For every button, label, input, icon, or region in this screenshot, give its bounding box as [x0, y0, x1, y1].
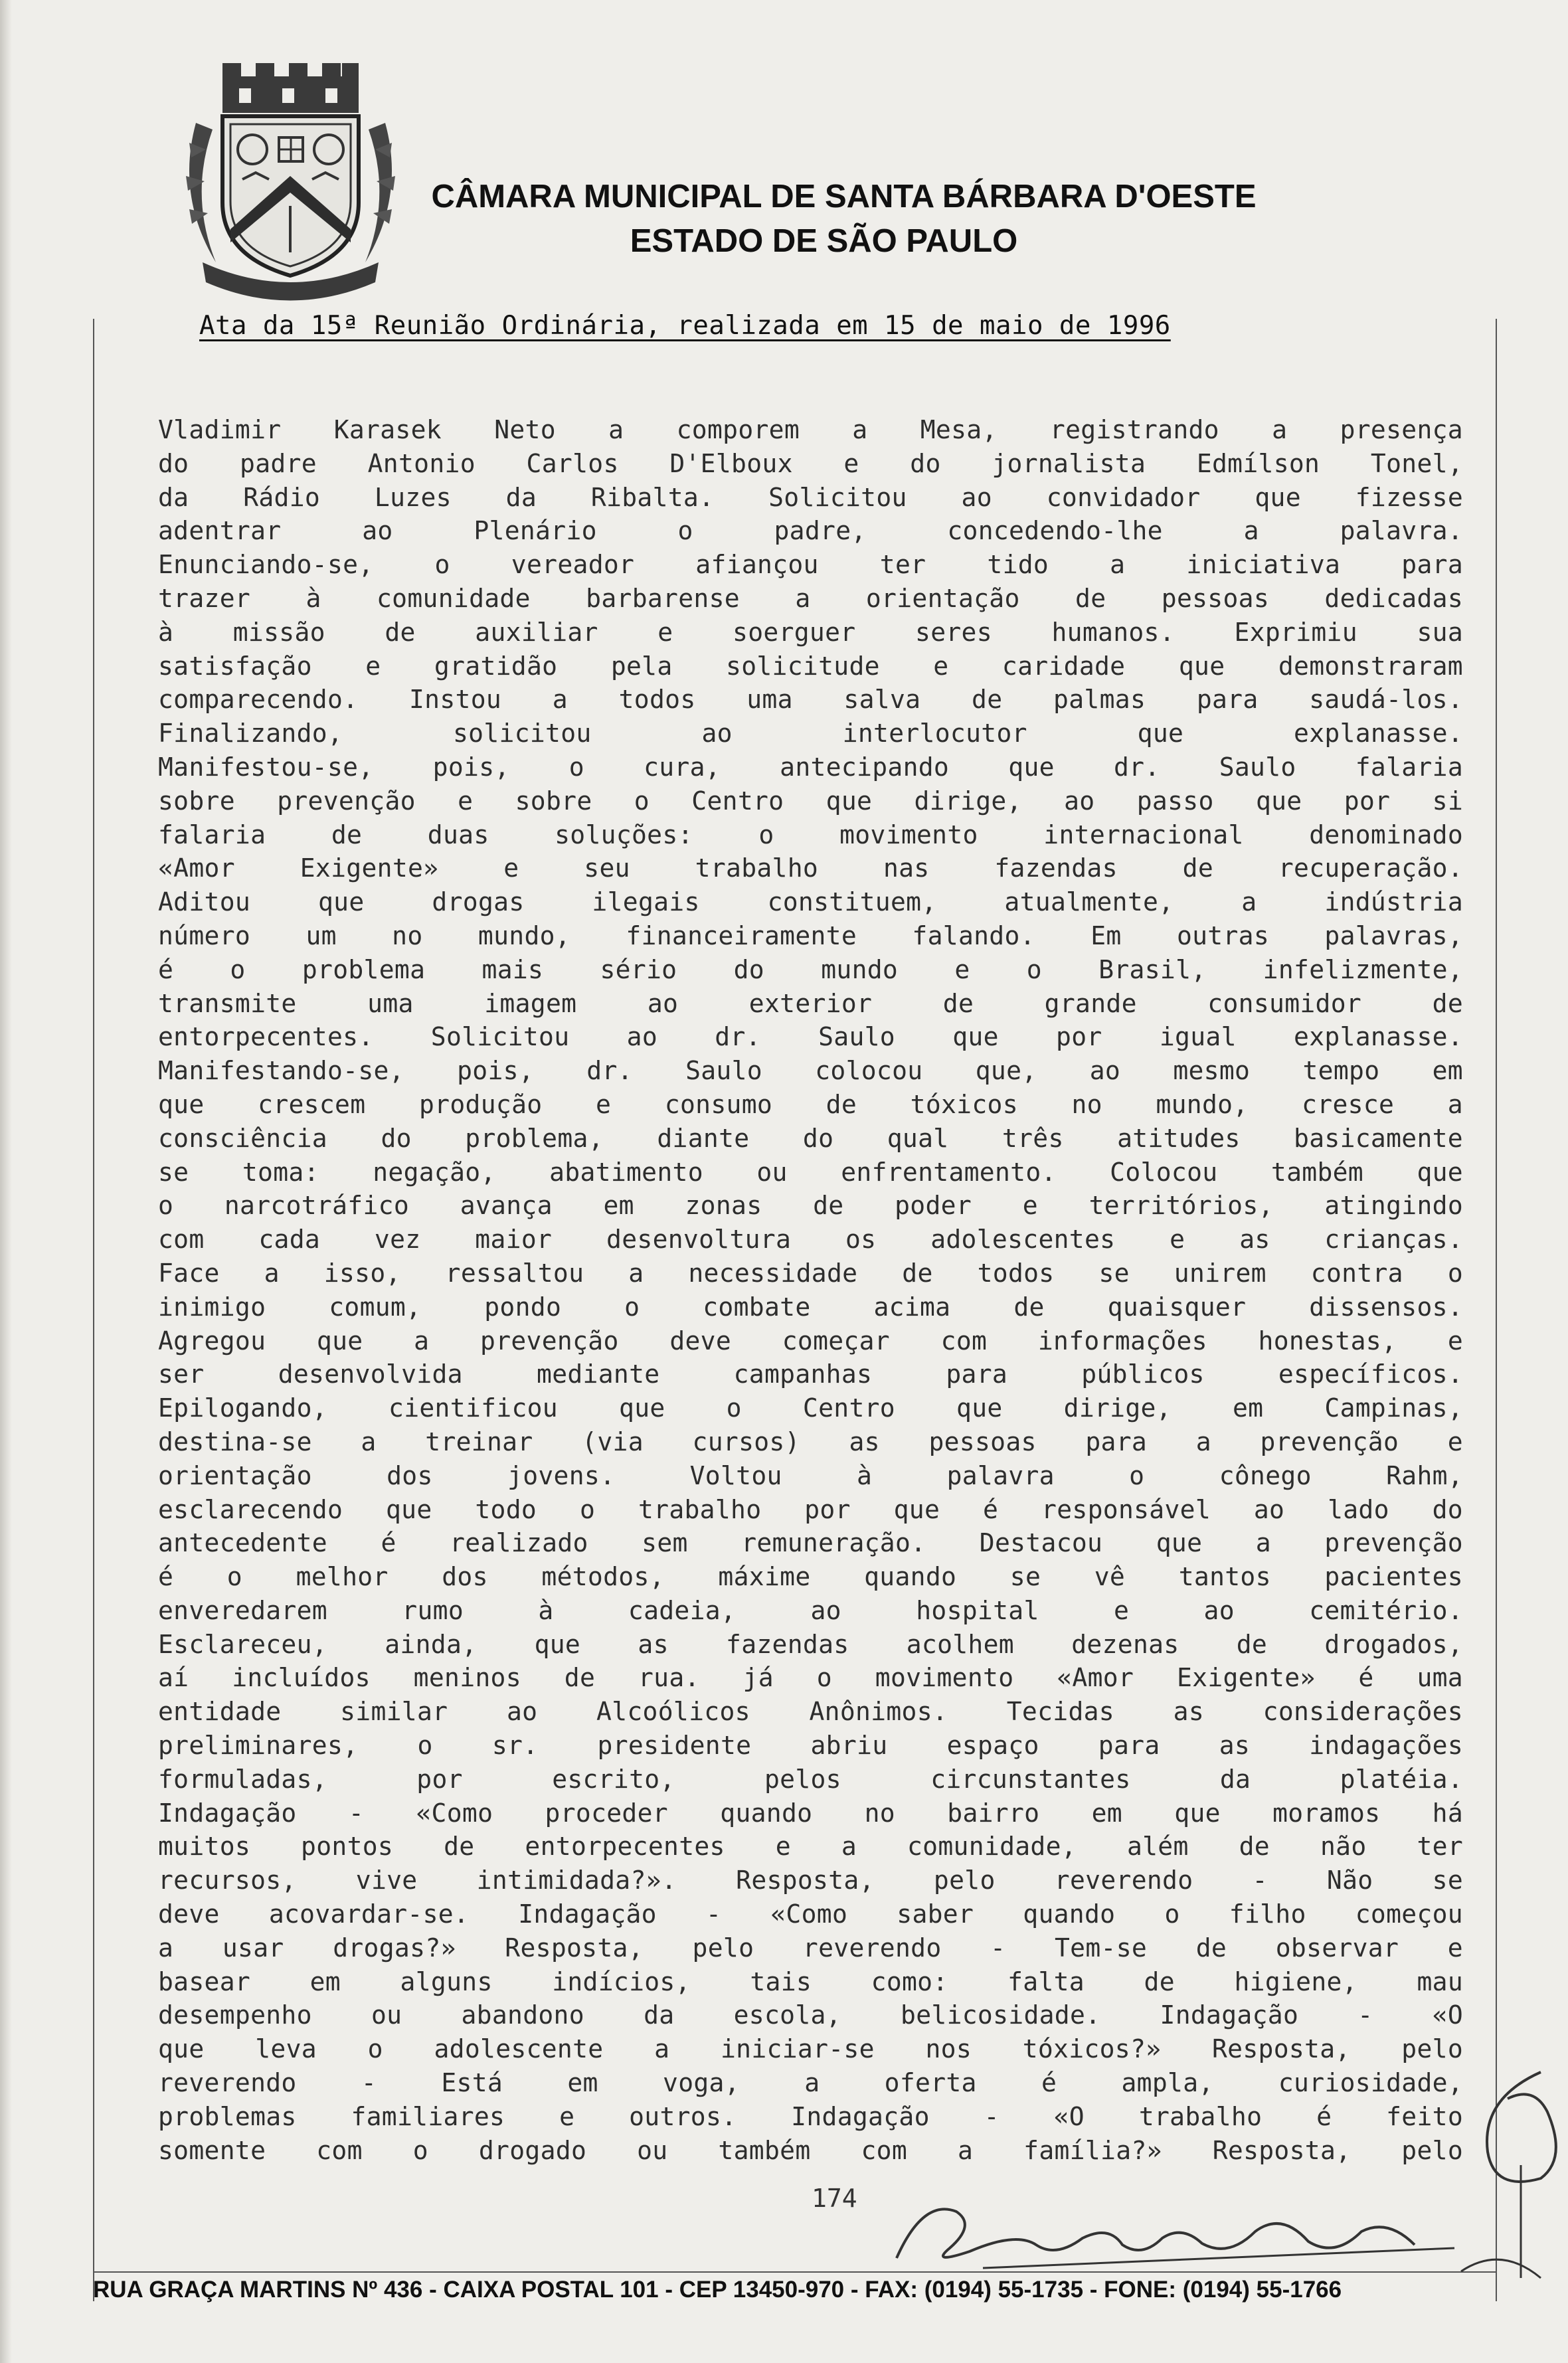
state-name: ESTADO DE SÃO PAULO [630, 223, 1018, 259]
text-line: número um no mundo, financeiramente falando. Em outras palavras, [158, 920, 1463, 950]
page-frame-right [1496, 319, 1497, 2301]
text-line: é o problema mais sério do mundo e o Brasil, infelizmente, [158, 954, 1463, 984]
text-line: orientação dos jovens. Voltou à palavra o cônego Rahm, [158, 1460, 1463, 1490]
text-line: Vladimir Karasek Neto a comporem a Mesa, registrando a presença [158, 415, 1463, 444]
text-line: Manifestando-se, pois, dr. Saulo colocou que, ao mesmo tempo em [158, 1056, 1463, 1086]
text-line: Enunciando-se, o vereador afiançou ter tido a iniciativa para [158, 550, 1463, 580]
text-line: falaria de duas soluções: o movimento internacional denominado [158, 820, 1463, 849]
text-line: do padre Antonio Carlos D'Elboux e do jornalista Edmílson Tonel, [158, 448, 1463, 478]
text-line: basear em alguns indícios, tais como: falta de higiene, mau [158, 1967, 1463, 1996]
text-line: Esclareceu, ainda, que as fazendas acolhem dezenas de drogados, [158, 1629, 1463, 1659]
document-title: Ata da 15ª Reunião Ordinária, realizada em 15 de maio de 1996 [199, 311, 1171, 341]
text-line: problemas familiares e outros. Indagação - «O trabalho é feito [158, 2101, 1463, 2131]
institution-name: CÂMARA MUNICIPAL DE SANTA BÁRBARA D'OESTE [431, 179, 1257, 215]
text-line: preliminares, o sr. presidente abriu espaço para as indagações [158, 1731, 1463, 1761]
text-line: a usar drogas?» Resposta, pelo reverendo - Tem-se de observar e [158, 1933, 1463, 1963]
text-line: Epilogando, cientificou que o Centro que dirige, em Campinas, [158, 1393, 1463, 1423]
text-line: consciência do problema, diante do qual três atitudes basicamente [158, 1123, 1463, 1153]
text-line: somente com o drogado ou também com a família?» Resposta, pelo [158, 2135, 1463, 2165]
text-line: adentrar ao Plenário o padre, concedendo-lhe a palavra. [158, 516, 1463, 546]
text-line: destina-se a treinar (via cursos) as pessoas para a prevenção e [158, 1427, 1463, 1456]
page-frame-left [93, 319, 94, 2301]
text-line: formuladas, por escrito, pelos circunstantes da platéia. [158, 1764, 1463, 1794]
page-edge-shadow [0, 0, 12, 2363]
text-line: Indagação - «Como proceder quando no bairro em que moramos há [158, 1798, 1463, 1828]
text-line: Agregou que a prevenção deve começar com informações honestas, e [158, 1326, 1463, 1356]
text-line: muitos pontos de entorpecentes e a comunidade, além de não ter [158, 1832, 1463, 1862]
footer-address: RUA GRAÇA MARTINS Nº 436 - CAIXA POSTAL 101 - CEP 13450-970 - FAX: (0194) 55-1735 - FONE: (0194) 55-1766 [93, 2277, 1342, 2303]
text-line: Finalizando, solicitou ao interlocutor que explanasse. [158, 719, 1463, 748]
page-number: 174 [812, 2184, 857, 2213]
text-line: o narcotráfico avança em zonas de poder e territórios, atingindo [158, 1191, 1463, 1221]
text-line: antecedente é realizado sem remuneração. Destacou que a prevenção [158, 1528, 1463, 1558]
text-line: à missão de auxiliar e soerguer seres humanos. Exprimiu sua [158, 617, 1463, 647]
minutes-body [158, 413, 1463, 2167]
text-line: trazer à comunidade barbarense a orientação de pessoas dedicadas [158, 583, 1463, 613]
text-line: esclarecendo que todo o trabalho por que é responsável ao lado do [158, 1494, 1463, 1524]
text-line: é o melhor dos métodos, máxime quando se vê tantos pacientes [158, 1562, 1463, 1592]
text-line: que crescem produção e consumo de tóxicos no mundo, cresce a [158, 1089, 1463, 1119]
text-line: enveredarem rumo à cadeia, ao hospital e ao cemitério. [158, 1595, 1463, 1625]
text-line: se toma: negação, abatimento ou enfrentamento. Colocou também que [158, 1157, 1463, 1187]
text-line: entidade similar ao Alcoólicos Anônimos. Tecidas as considerações [158, 1697, 1463, 1727]
text-line: comparecendo. Instou a todos uma salva de palmas para saudá-los. [158, 685, 1463, 715]
signature-mark [883, 2185, 1468, 2278]
text-line: da Rádio Luzes da Ribalta. Solicitou ao convidador que fizesse [158, 482, 1463, 512]
text-line: Face a isso, ressaltou a necessidade de todos se unirem contra o [158, 1258, 1463, 1288]
text-line: entorpecentes. Solicitou ao dr. Saulo que por igual explanasse. [158, 1022, 1463, 1052]
text-line: Aditou que drogas ilegais constituem, atualmente, a indústria [158, 887, 1463, 917]
text-line: Manifestou-se, pois, o cura, antecipando que dr. Saulo falaria [158, 752, 1463, 782]
text-line: que leva o adolescente a iniciar-se nos tóxicos?» Resposta, pelo [158, 2034, 1463, 2064]
text-line: transmite uma imagem ao exterior de grande consumidor de [158, 988, 1463, 1018]
text-line: inimigo comum, pondo o combate acima de quaisquer dissensos. [158, 1292, 1463, 1322]
text-line: recursos, vive intimidada?». Resposta, pelo reverendo - Não se [158, 1866, 1463, 1895]
text-line: aí incluídos meninos de rua. já o movimento «Amor Exigente» é uma [158, 1663, 1463, 1693]
text-line: deve acovardar-se. Indagação - «Como saber quando o filho começou [158, 1899, 1463, 1929]
text-line: sobre prevenção e sobre o Centro que dirige, ao passo que por si [158, 786, 1463, 816]
text-line: com cada vez maior desenvoltura os adolescentes e as crianças. [158, 1225, 1463, 1255]
text-line: reverendo - Está em voga, a oferta é ampla, curiosidade, [158, 2068, 1463, 2098]
text-line: desempenho ou abandono da escola, belicosidade. Indagação - «O [158, 2000, 1463, 2030]
initials-mark [1441, 2059, 1567, 2298]
text-line: «Amor Exigente» e seu trabalho nas fazendas de recuperação. [158, 853, 1463, 883]
text-line: satisfação e gratidão pela solicitude e caridade que demonstraram [158, 651, 1463, 681]
text-line: ser desenvolvida mediante campanhas para públicos específicos. [158, 1359, 1463, 1389]
